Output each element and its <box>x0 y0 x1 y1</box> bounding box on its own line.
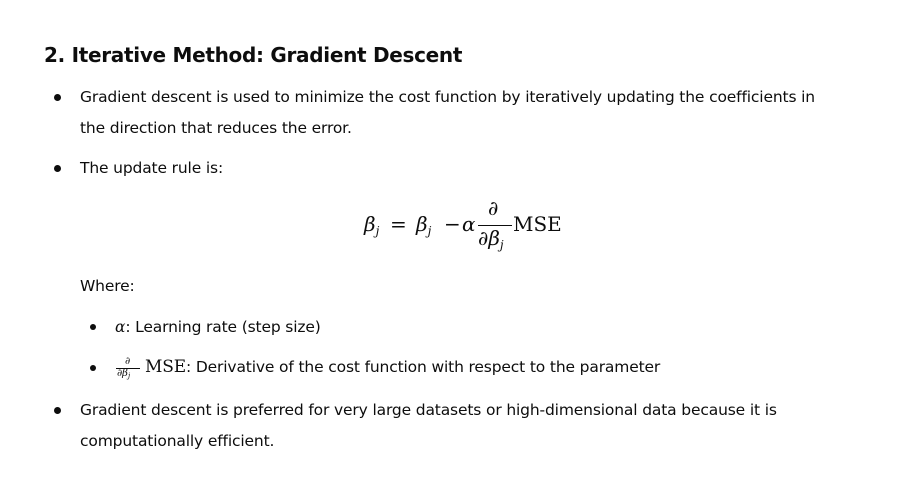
alpha-symbol: α <box>115 318 126 336</box>
sub-bullet-2-text: : Derivative of the cost function with respect to the parameter <box>186 358 661 376</box>
bullet-1-line-1: Gradient descent is used to minimize the cost function by iteratively updating the coefficients in <box>80 88 815 106</box>
sub-bullet-marker <box>90 365 96 371</box>
equation-operand: MSE <box>513 212 562 236</box>
equation-lhs: $\beta_j$ <box>364 212 380 238</box>
equation-alpha: α <box>462 212 476 236</box>
bullet-3-line-1: Gradient descent is preferred for very large datasets or high-dimensional data because it is <box>80 401 777 419</box>
sub-bullet-1 <box>115 312 321 343</box>
bullet-marker <box>54 165 61 172</box>
bullet-marker <box>54 407 61 414</box>
mse-label: MSE <box>145 357 187 377</box>
bullet-1-line-2: the direction that reduces the error. <box>80 119 352 137</box>
section-heading: 2. Iterative Method: Gradient Descent <box>44 43 463 67</box>
bullet-marker <box>54 94 61 101</box>
inline-fraction-numerator: ∂ <box>125 356 131 367</box>
fraction-numerator: ∂ <box>488 196 499 220</box>
sub-bullet-2 <box>145 352 660 383</box>
inline-fraction-denominator: $\partial\beta_j$ <box>117 368 131 380</box>
fraction-denominator: $\partial\beta_j$ <box>478 226 504 252</box>
equation-minus: − <box>444 212 461 236</box>
equation-rhs-var: $\beta_j$ <box>416 212 432 238</box>
bullet-2-text: The update rule is: <box>80 159 224 177</box>
where-label: Where: <box>80 277 135 295</box>
sub-bullet-1-text: : Learning rate (step size) <box>125 318 321 336</box>
bullet-3-line-2: computationally efficient. <box>80 432 275 450</box>
sub-bullet-marker <box>90 324 96 330</box>
equation-equals: = <box>390 212 407 236</box>
inline-derivative-fraction <box>116 356 142 386</box>
